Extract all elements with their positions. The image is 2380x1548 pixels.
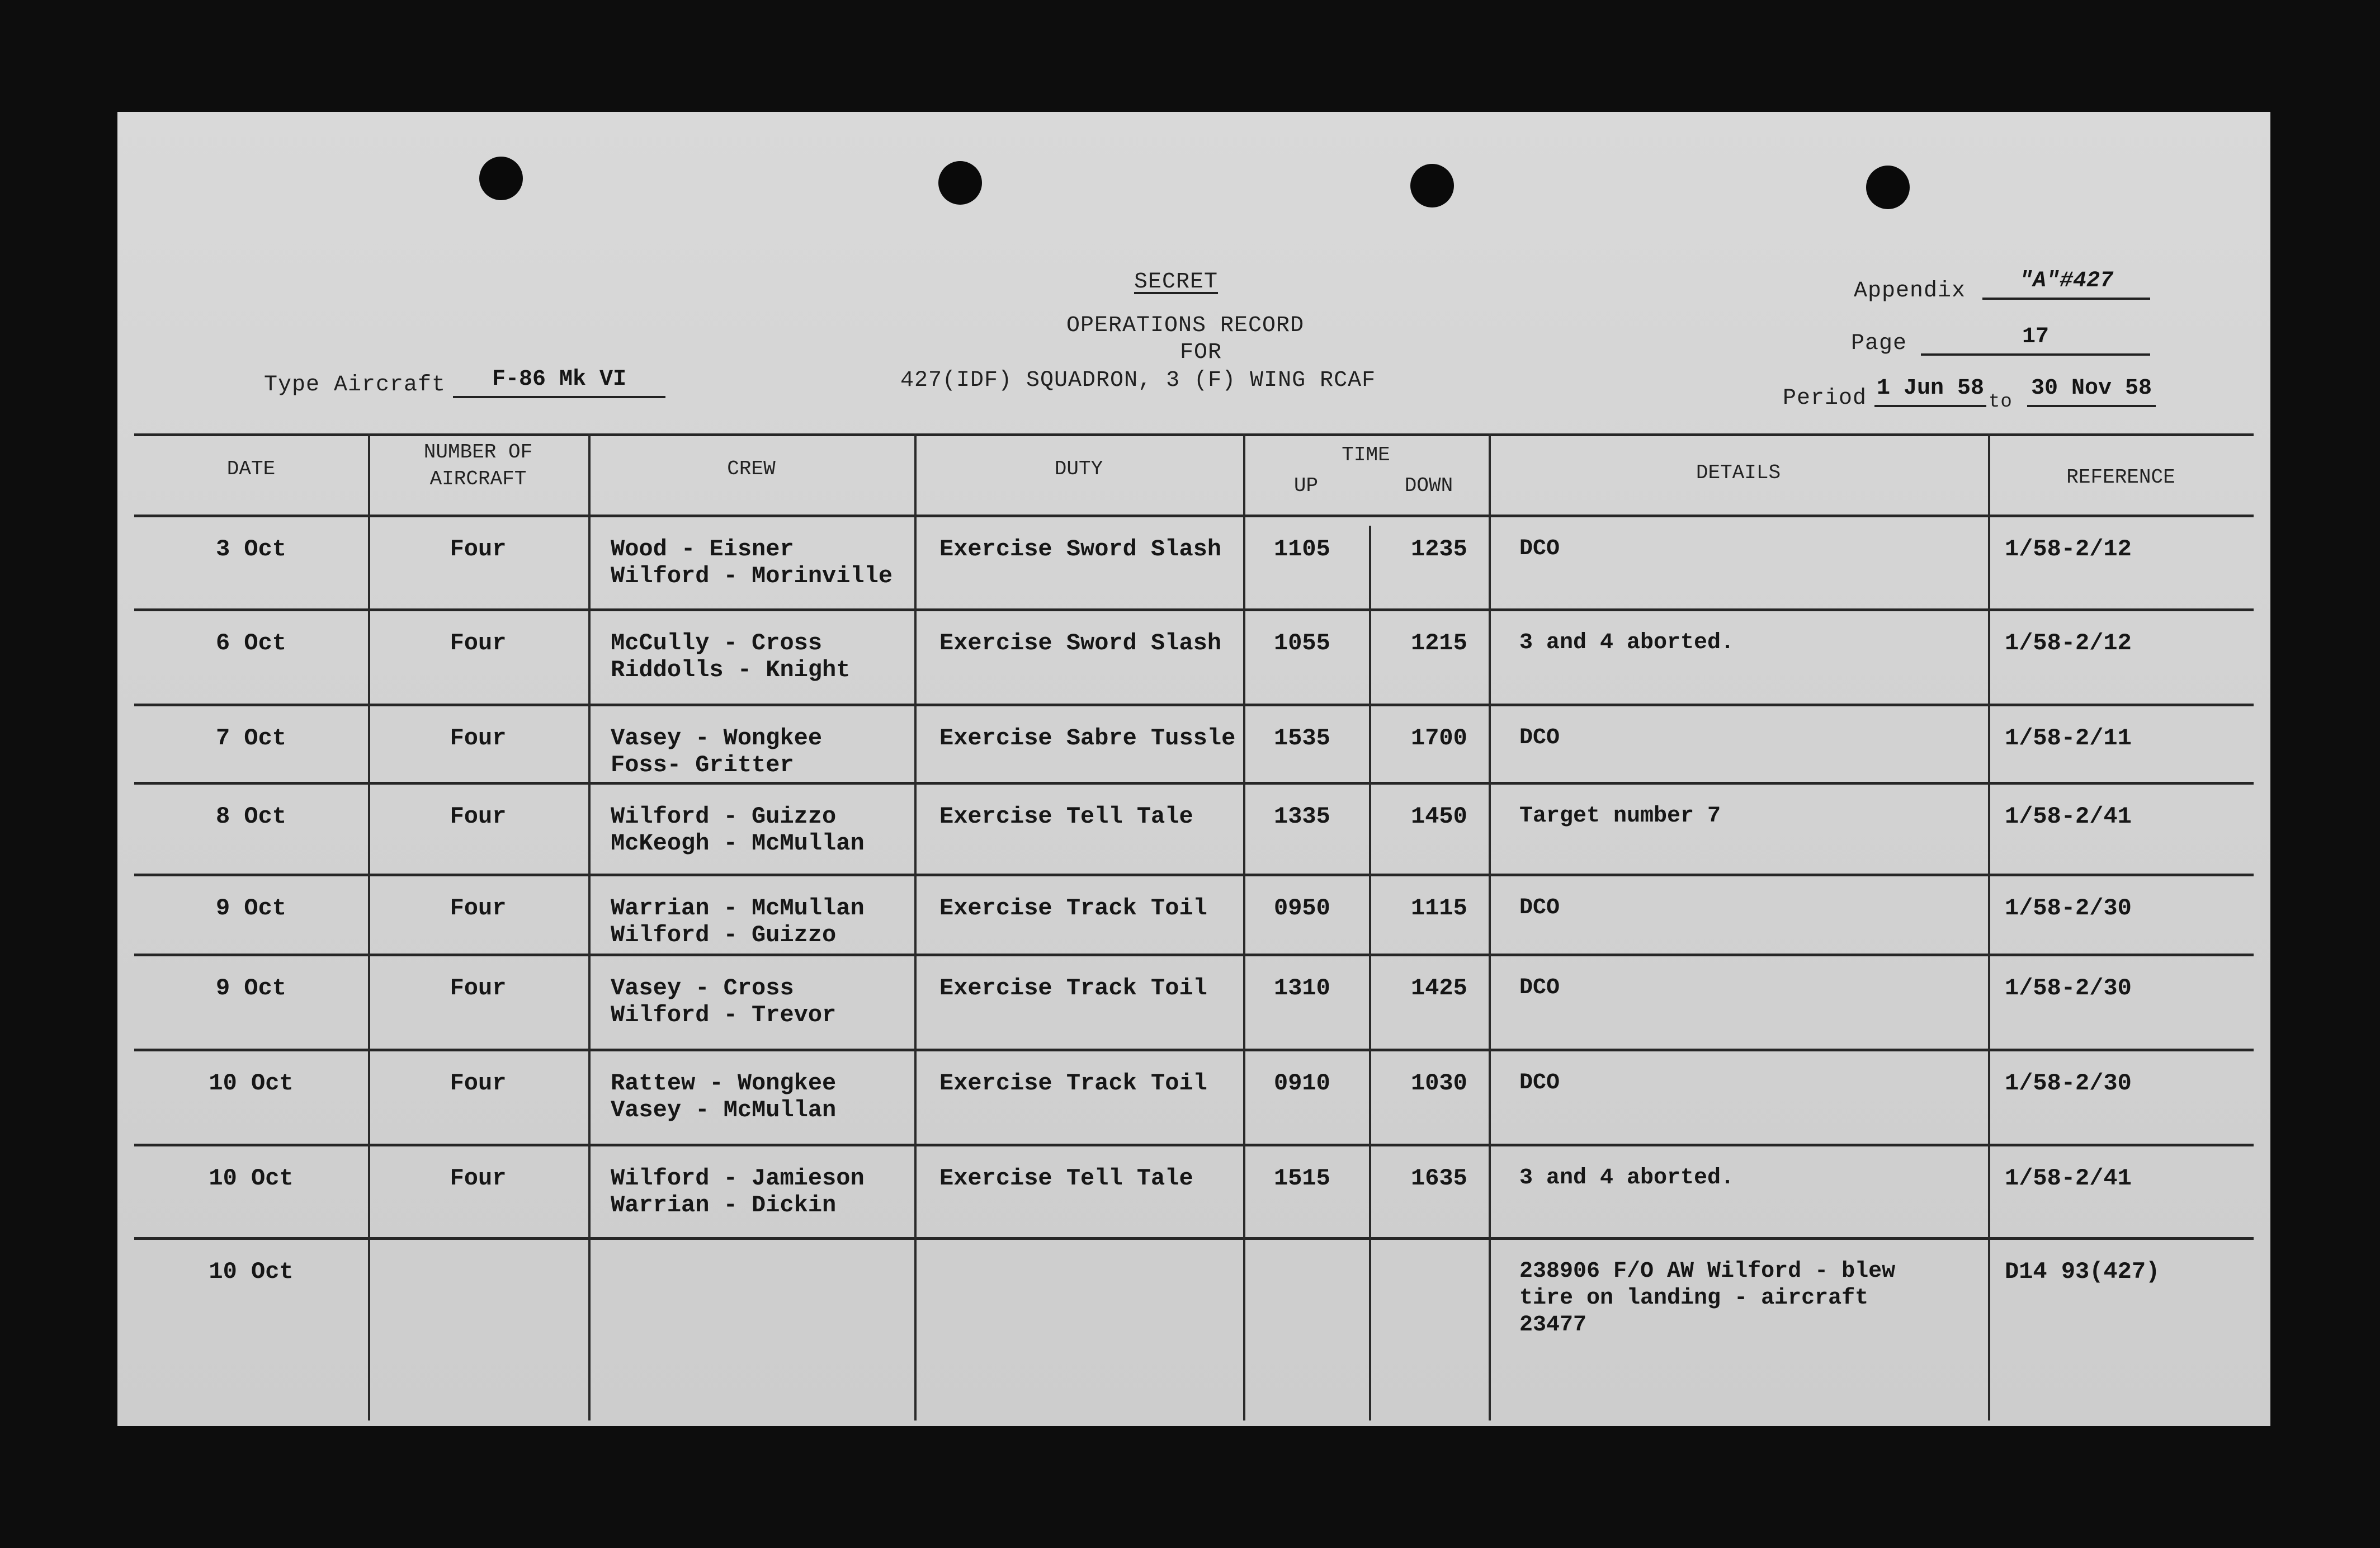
cell-date: 10 Oct: [209, 1258, 294, 1285]
period-label: Period: [1783, 386, 1867, 411]
cell-crew: McCully - Cross Riddolls - Knight: [611, 630, 851, 683]
cell-up: 1515: [1274, 1165, 1330, 1192]
column-header-time: TIME: [1342, 443, 1390, 466]
table-row-rule: [134, 704, 2254, 706]
column-header-down: DOWN: [1404, 474, 1453, 497]
cell-down: 1215: [1411, 630, 1467, 657]
cell-reference: 1/58-2/41: [2005, 803, 2132, 830]
table-column-rule: [1243, 433, 1245, 1420]
table-row-rule: [134, 608, 2254, 611]
appendix-value: "A"#427: [1982, 268, 2150, 300]
squadron-line: 427(IDF) SQUADRON, 3 (F) WING RCAF: [900, 368, 1376, 393]
page-label: Page: [1851, 331, 1907, 356]
table-row-rule: [134, 1144, 2254, 1146]
column-header-crew: CREW: [727, 457, 776, 480]
cell-up: 1335: [1274, 803, 1330, 830]
operations-record-sheet: [117, 112, 2270, 1426]
period-from: 1 Jun 58: [1874, 376, 1986, 407]
cell-down: 1635: [1411, 1165, 1467, 1192]
cell-up: 1310: [1274, 975, 1330, 1002]
table-column-rule: [1988, 433, 1990, 1420]
cell-details: 3 and 4 aborted.: [1519, 1165, 1735, 1191]
table-top-rule: [134, 433, 2254, 436]
cell-reference: 1/58-2/12: [2005, 536, 2132, 563]
cell-details: DCO: [1519, 536, 1560, 561]
cell-aircraft: Four: [450, 725, 507, 752]
cell-reference: 1/58-2/30: [2005, 1070, 2132, 1097]
page-value: 17: [1921, 324, 2150, 356]
cell-duty: Exercise Sabre Tussle: [939, 725, 1236, 752]
cell-down: 1700: [1411, 725, 1467, 752]
table-column-rule: [1489, 433, 1491, 1420]
cell-down: 1030: [1411, 1070, 1467, 1097]
cell-aircraft: Four: [450, 1070, 507, 1097]
cell-duty: Exercise Tell Tale: [939, 803, 1193, 830]
cell-duty: Exercise Track Toil: [939, 895, 1207, 922]
cell-details: DCO: [1519, 1070, 1560, 1096]
table-column-rule: [914, 433, 917, 1420]
cell-details: 3 and 4 aborted.: [1519, 630, 1735, 655]
binder-hole-4: [1866, 166, 1910, 209]
cell-crew: Wood - Eisner Wilford - Morinville: [611, 536, 893, 589]
cell-details: DCO: [1519, 895, 1560, 921]
table-column-rule: [368, 433, 370, 1420]
cell-aircraft: Four: [450, 536, 507, 563]
cell-date: 10 Oct: [209, 1165, 294, 1192]
cell-aircraft: Four: [450, 630, 507, 657]
cell-reference: 1/58-2/41: [2005, 1165, 2132, 1192]
cell-duty: Exercise Track Toil: [939, 975, 1207, 1002]
cell-reference: 1/58-2/12: [2005, 630, 2132, 657]
cell-reference: D14 93(427): [2005, 1258, 2160, 1285]
cell-crew: Vasey - Wongkee Foss- Gritter: [611, 725, 823, 778]
classification-title: SECRET: [1134, 270, 1219, 295]
table-header-rule: [134, 515, 2254, 517]
cell-crew: Warrian - McMullan Wilford - Guizzo: [611, 895, 865, 948]
period-to-label: to: [1989, 391, 2013, 413]
binder-hole-2: [938, 161, 982, 205]
cell-details: 238906 F/O AW Wilford - blew tire on landing - aircraft 23477: [1519, 1259, 1896, 1338]
cell-date: 6 Oct: [215, 630, 287, 657]
cell-up: 1105: [1274, 536, 1330, 563]
appendix-label: Appendix: [1854, 279, 1966, 304]
cell-aircraft: Four: [450, 895, 507, 922]
record-title: OPERATIONS RECORD: [1066, 313, 1305, 338]
cell-details: DCO: [1519, 725, 1560, 751]
table-row-rule: [134, 782, 2254, 785]
cell-crew: Vasey - Cross Wilford - Trevor: [611, 975, 837, 1028]
table-row-rule: [134, 954, 2254, 956]
cell-down: 1450: [1411, 803, 1467, 830]
cell-aircraft: Four: [450, 975, 507, 1002]
cell-crew: Rattew - Wongkee Vasey - McMullan: [611, 1070, 837, 1124]
cell-up: 1535: [1274, 725, 1330, 752]
cell-reference: 1/58-2/11: [2005, 725, 2132, 752]
cell-down: 1425: [1411, 975, 1467, 1002]
table-column-rule: [588, 433, 591, 1420]
cell-date: 7 Oct: [215, 725, 287, 752]
cell-reference: 1/58-2/30: [2005, 895, 2132, 922]
cell-reference: 1/58-2/30: [2005, 975, 2132, 1002]
column-header-up: UP: [1293, 474, 1319, 497]
cell-duty: Exercise Track Toil: [939, 1070, 1207, 1097]
column-header-date: DATE: [226, 457, 276, 480]
binder-hole-3: [1410, 164, 1454, 207]
period-to: 30 Nov 58: [2027, 376, 2156, 407]
cell-aircraft: Four: [450, 1165, 507, 1192]
cell-date: 3 Oct: [215, 536, 287, 563]
cell-aircraft: Four: [450, 803, 507, 830]
type-aircraft-label: Type Aircraft: [264, 372, 446, 398]
cell-up: 1055: [1274, 630, 1330, 657]
cell-duty: Exercise Tell Tale: [939, 1165, 1193, 1192]
type-aircraft-value: F-86 Mk VI: [453, 367, 665, 398]
cell-up: 0950: [1274, 895, 1330, 922]
time-column-rule: [1369, 526, 1371, 1420]
cell-date: 9 Oct: [215, 895, 287, 922]
column-header-number-of-aircraft: NUMBER OF AIRCRAFT: [423, 441, 533, 490]
table-row-rule: [134, 1237, 2254, 1240]
cell-crew: Wilford - Jamieson Warrian - Dickin: [611, 1165, 865, 1219]
column-header-details: DETAILS: [1696, 461, 1781, 484]
record-title-for: FOR: [1180, 340, 1222, 365]
cell-crew: Wilford - Guizzo McKeogh - McMullan: [611, 803, 865, 857]
cell-date: 9 Oct: [215, 975, 287, 1002]
cell-down: 1235: [1411, 536, 1467, 563]
table-row-rule: [134, 1049, 2254, 1051]
cell-details: Target number 7: [1519, 804, 1721, 829]
cell-duty: Exercise Sword Slash: [939, 630, 1222, 657]
cell-down: 1115: [1411, 895, 1467, 922]
column-header-reference: REFERENCE: [2066, 466, 2175, 489]
table-row-rule: [134, 874, 2254, 876]
cell-date: 8 Oct: [215, 803, 287, 830]
cell-up: 0910: [1274, 1070, 1330, 1097]
binder-hole-1: [479, 157, 523, 200]
cell-details: DCO: [1519, 975, 1560, 1000]
cell-date: 10 Oct: [209, 1070, 294, 1097]
column-header-duty: DUTY: [1054, 457, 1103, 480]
cell-duty: Exercise Sword Slash: [939, 536, 1222, 563]
